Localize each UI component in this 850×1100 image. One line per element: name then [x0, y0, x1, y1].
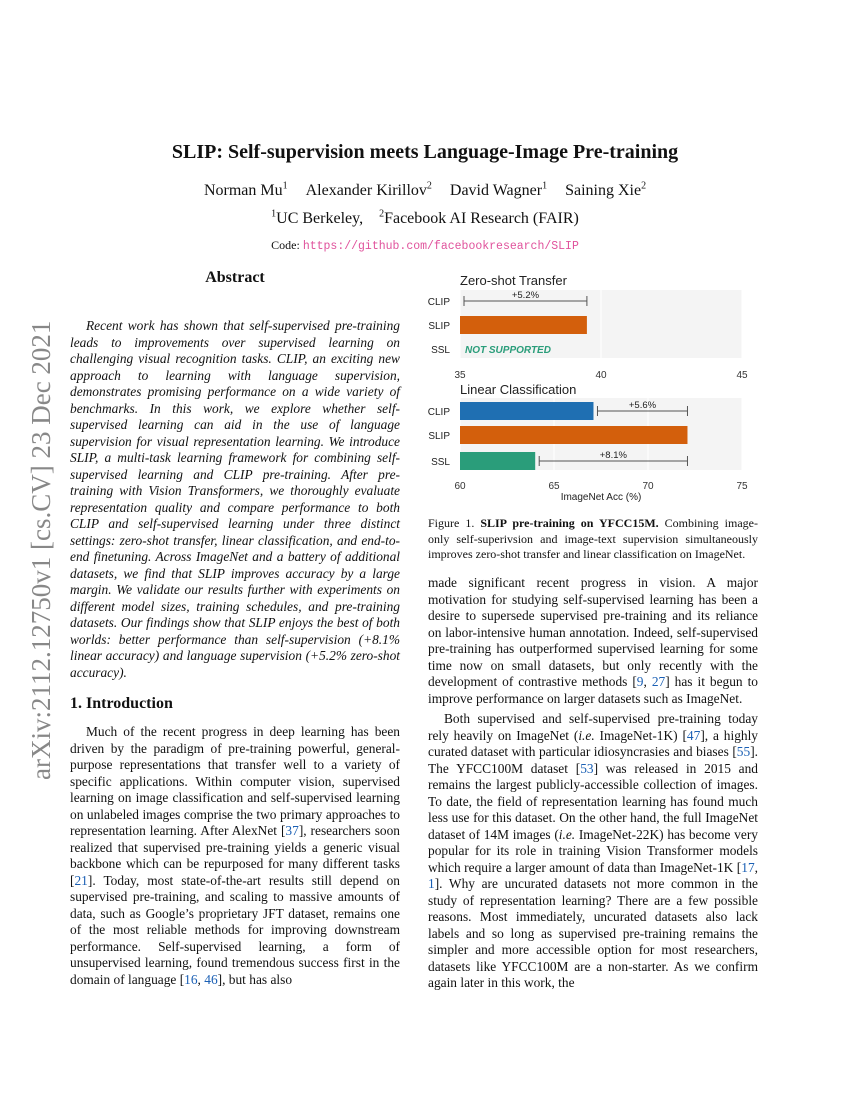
right-column-text [428, 575, 758, 992]
x-axis-label: ImageNet Acc (%) [560, 492, 642, 503]
delta-label: +5.2% [511, 290, 540, 301]
text-run: Both supervised and self-supervised pre-training today rely heavily on ImageNet ( [428, 711, 758, 743]
category-label: CLIP [427, 297, 450, 308]
citation-link[interactable]: 1 [428, 876, 435, 891]
text-run: ] was released in 2015 and remains the largest publicly-accessible collection of images. To date, the field of representation learning has found much less use for this dataset. On the other hand, the full ImageNet dataset of 14M images ( [428, 760, 758, 842]
text-run: ImageNet-1K) [ [594, 727, 687, 743]
citation-link[interactable]: 55 [736, 744, 751, 759]
x-tick-label: 70 [642, 481, 654, 492]
text-run: ], but has also [217, 971, 293, 987]
author-name: David Wagner [449, 182, 543, 200]
author-list [0, 181, 850, 200]
text-run: ], researchers soon realized that supervised pre-training yields a generic visual backbone which can be repurposed for many different tasks [ [70, 823, 401, 888]
x-tick-label: 60 [454, 481, 466, 492]
delta-label: +8.1% [599, 450, 627, 461]
bar-ssl [460, 452, 535, 470]
x-tick-label: 35 [454, 370, 466, 381]
affiliation-number: 1 [271, 209, 277, 220]
text-run: i.e. [578, 727, 595, 743]
code-url-link[interactable]: https://github.com/facebookresearch/SLIP [302, 240, 579, 253]
affiliation [379, 210, 579, 227]
citation-link[interactable]: 9 [636, 674, 644, 689]
code-label: Code: [271, 238, 300, 252]
paper-title: SLIP: Self-supervision meets Language-Image Pre-training [171, 141, 679, 163]
code-line [0, 238, 850, 253]
affiliation-name: UC Berkeley, [276, 210, 364, 228]
author-affiliation-mark: 1 [542, 181, 548, 192]
figure-1-chart [425, 270, 760, 510]
affiliation-list [0, 209, 850, 228]
paragraph [428, 575, 758, 707]
text-run: i.e. [558, 826, 576, 842]
citation-link[interactable]: 17 [741, 859, 755, 875]
introduction-heading: 1. Introduction [70, 695, 173, 712]
citation-link[interactable]: 16 [184, 971, 198, 987]
abstract-heading: Abstract [205, 269, 265, 286]
category-label: CLIP [427, 407, 450, 418]
author-name: Saining Xie [565, 182, 642, 200]
text-run: , [643, 674, 652, 689]
x-tick-label: 75 [736, 481, 748, 492]
panel-title: Zero-shot Transfer [460, 273, 567, 288]
author [450, 182, 547, 199]
figure-caption [428, 516, 758, 563]
paragraph [428, 711, 758, 992]
text-run: ]. The YFCC100M dataset [ [428, 744, 758, 776]
citation-link[interactable]: 53 [580, 760, 594, 776]
text-run: ] has it begun to improve performance on larger datasets such as ImageNet. [428, 674, 758, 706]
affiliation [271, 210, 363, 227]
affiliation-number: 2 [379, 209, 385, 220]
author-affiliation-mark: 2 [641, 181, 647, 192]
author-affiliation-mark: 2 [426, 181, 432, 192]
category-label: SLIP [428, 431, 450, 442]
citation-link[interactable]: 37 [285, 823, 299, 838]
author [565, 182, 646, 199]
text-run: ], a highly curated dataset with particular idiosyncrasies and biases [ [428, 727, 758, 759]
not-supported-label: NOT SUPPORTED [465, 345, 551, 356]
caption-title: SLIP pre-training on YFCC15M. [480, 516, 659, 530]
delta-label: +5.6% [628, 400, 657, 411]
author-affiliation-mark: 1 [282, 181, 288, 192]
author [204, 182, 288, 199]
caption-text: Combining image-only self-superivsion and image-text supervision simultaneously improves zero-shot transfer and linear classification on ImageNet. [428, 516, 758, 561]
author-name: Norman Mu [203, 182, 283, 200]
text-run: ]. Why are uncurated datasets not more common in the study of representation learning? There are a few possible reasons. Most immediately, uncurated datasets also lack labels and so long as supervised pre-training remains the simpler and more accessible option for most researchers, datasets like YFCC100M are a non-starter. As we confirm again later in this work, the [428, 876, 758, 990]
text-run: ImageNet-22K) has become very popular for its role in training Vision Transformer models which require a larger amount of data than ImageNet-1K [ [428, 826, 758, 875]
arxiv-id-text: arXiv:2112.12750v1 [cs.CV] 23 Dec 2021 [26, 320, 56, 780]
citation-link[interactable]: 47 [686, 727, 701, 743]
citation-link[interactable]: 21 [74, 872, 88, 888]
bar-slip [460, 426, 687, 444]
introduction-paragraph [70, 724, 400, 988]
category-label: SLIP [428, 321, 450, 332]
bar-slip [460, 316, 587, 334]
caption-label: Figure 1. [428, 516, 475, 530]
abstract-body: Recent work has shown that self-supervised pre-training leads to improvements over supervised learning on challenging visual recognition tasks. CLIP, an exciting new approach to learning with language supervision, demonstrates promising performance on a wide variety of benchmarks. In this work, we explore whether self-supervised learning can aid in the use of language supervision for visual representation learning. We introduce SLIP, a multi-task learning framework for combining self-supervised learning and CLIP pre-training. After pre-training with Vision Transformers, we thoroughly evaluate representation quality and compare performance to both CLIP and self-supervised learning under three distinct settings: zero-shot transfer, linear classification, and end-to-end finetuning. Across ImageNet and a battery of additional datasets, we find that SLIP improves accuracy by a large margin. We validate our results further with experiments on different model sizes, training schedules, and pre-training datasets. Our findings show that SLIP enjoys the best of both worlds: better performance than self-supervision (+8.1% linear accuracy) and language supervision (+5.2% zero-shot accuracy). [70, 318, 400, 680]
text-run: ]. Today, most state-of-the-art results still depend on supervised pre-training, and scaling to massive amounts of data, such as Google’s proprietary JFT dataset, remains one of the most reliable methods for improving downstream performance. Self-supervised learning, a form of unsupervised learning, found tremendous success first in the domain of language [ [70, 872, 400, 987]
text-run: Much of the recent progress in deep learning has been driven by the paradigm of pre-training powerful, general-purpose representations that transfer well to a variety of specific applications. Within computer vision, supervised learning on image classification and self-supervised learning on unlabeled images comprise the two primary approaches to representation learning. After AlexNet [ [70, 724, 400, 838]
text-run: made significant recent progress in vision. A major motivation for studying self-supervised learning has been a desire to supersede supervised pre-training and its reliance on labor-intensive human annotation. Indeed, self-supervised pre-training has outperformed supervised learning for some time now on small datasets, but only recently with the development of contrastive methods [ [428, 575, 758, 689]
text-run: , [197, 971, 205, 987]
x-tick-label: 65 [548, 481, 560, 492]
category-label: SSL [431, 457, 450, 468]
panel-title: Linear Classification [460, 382, 577, 397]
citation-link[interactable]: 46 [204, 971, 218, 987]
x-tick-label: 45 [736, 370, 748, 381]
arxiv-identifier [12, 295, 60, 780]
author-name: Alexander Kirillov [305, 182, 427, 200]
bar-clip [460, 402, 593, 420]
category-label: SSL [431, 345, 450, 356]
text-run: , [754, 859, 758, 875]
citation-link[interactable]: 27 [651, 674, 666, 689]
author [306, 182, 432, 199]
x-tick-label: 40 [595, 370, 607, 381]
affiliation-name: Facebook AI Research (FAIR) [384, 210, 579, 228]
